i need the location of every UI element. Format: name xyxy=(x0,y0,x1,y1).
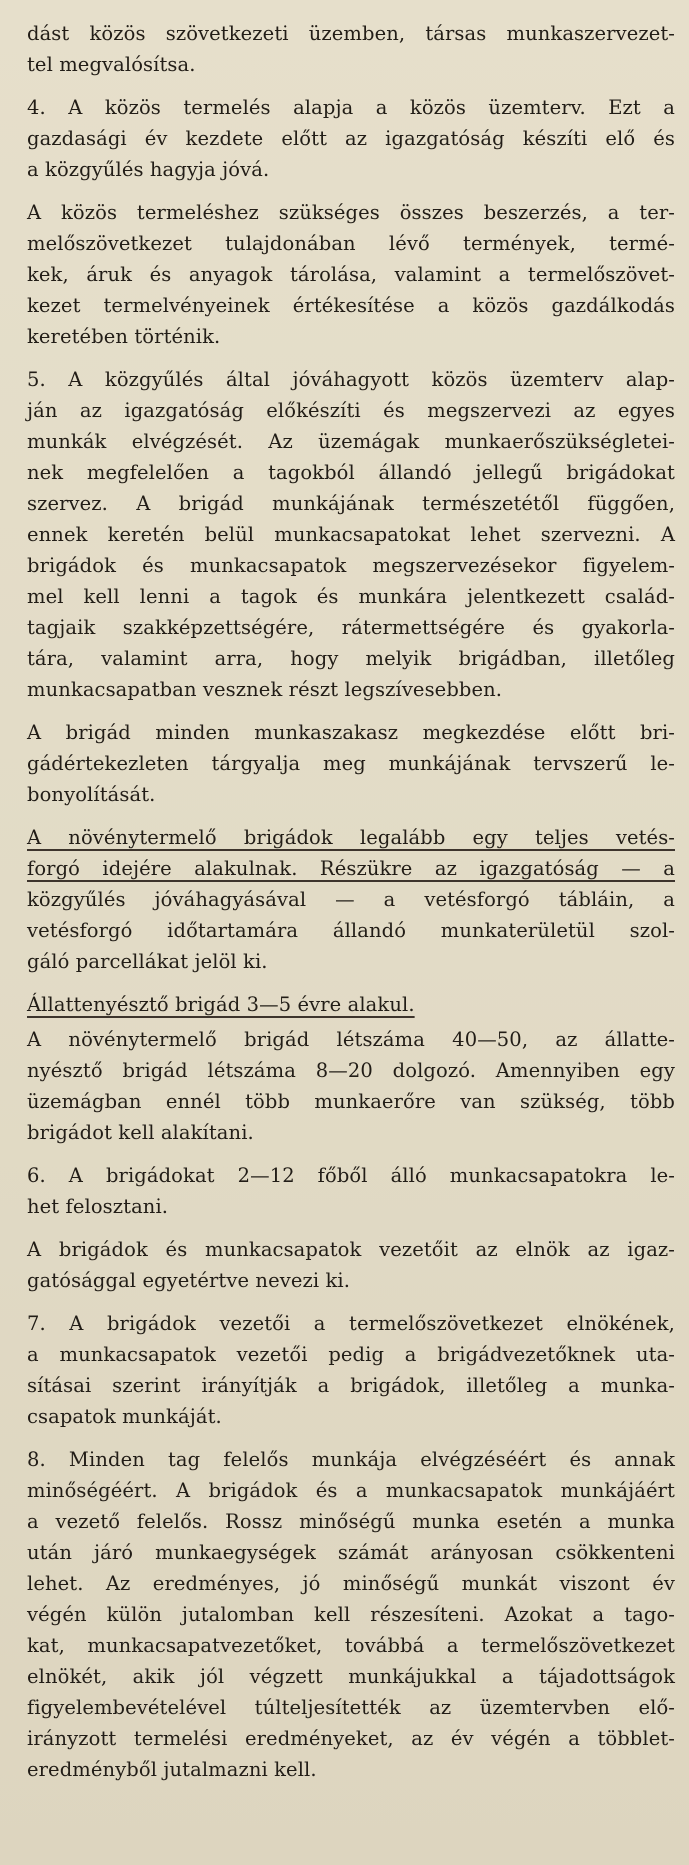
text-line: vetésforgó időtartamára állandó munkaterületül szol- xyxy=(27,919,675,942)
text-line: A növénytermelő brigád létszáma 40—50, az állatte- xyxy=(27,1028,675,1051)
text-line: ennek keretén belül munkacsapatokat lehet szervezni. A xyxy=(27,523,675,546)
text-line: 5. A közgyűlés által jóváhagyott közös üzemterv alap- xyxy=(27,368,675,391)
text-line: végén külön jutalomban kell részesíteni. Azokat a tago- xyxy=(27,1603,675,1626)
paragraph-section-8 xyxy=(27,1444,675,1785)
text-line: het felosztani. xyxy=(27,1195,169,1218)
text-line: sításai szerint irányítják a brigádok, illetőleg a munka- xyxy=(27,1374,675,1397)
text-line: közgyűlés jóváhagyásával — a vetésforgó tábláin, a xyxy=(27,888,675,911)
text-line: után járó munkaegységek számát arányosan csökkenteni xyxy=(27,1541,675,1564)
paragraph-livestock-brigade xyxy=(27,989,675,1020)
paragraph-section-7 xyxy=(27,1308,675,1432)
paragraph-leaders-appointed xyxy=(27,1234,675,1296)
text-line: lehet. Az eredményes, jó minőségű munkát viszont év xyxy=(27,1572,675,1595)
text-line: nek megfelelően a tagokból állandó jellegű brigádokat xyxy=(27,461,675,484)
text-line: gatósággal egyetértve nevezi ki. xyxy=(27,1269,351,1292)
text-line: a munkacsapatok vezetői pedig a brigádvezetőknek uta- xyxy=(27,1343,675,1366)
text-line: nyésztő brigád létszáma 8—20 dolgozó. Amennyiben egy xyxy=(27,1059,675,1082)
paragraph-procurement xyxy=(27,197,675,352)
text-line: ján az igazgatóság előkészíti és megszervezi az egyes xyxy=(27,399,675,422)
text-line: gazdasági év kezdete előtt az igazgatóság készíti elő és xyxy=(27,127,675,150)
text-line: tagjaik szakképzettségére, rátermettségére és gyakorla- xyxy=(27,616,675,639)
text-line: kat, munkacsapatvezetőket, továbbá a termelőszövetkezet xyxy=(27,1634,675,1657)
text-line: dást közös szövetkezeti üzemben, társas munkaszervezet- xyxy=(27,22,675,45)
text-line: kezet termelvényeinek értékesítése a közös gazdálkodás xyxy=(27,294,675,317)
text-line: 7. A brigádok vezetői a termelőszövetkezet elnökének, xyxy=(27,1312,675,1335)
text-line: kek, áruk és anyagok tárolása, valamint a termelőszövet- xyxy=(27,263,675,286)
text-line: tel megvalósítsa. xyxy=(27,53,196,76)
underlined-text-line: A növénytermelő brigádok legalább egy teljes vetés- xyxy=(27,826,675,849)
text-line: gádértekezleten tárgyalja meg munkájának tervszerű le- xyxy=(27,752,675,775)
paragraph-continuation xyxy=(27,18,675,80)
text-line: csapatok munkáját. xyxy=(27,1405,222,1428)
text-line: figyelembevételével túlteljesítették az üzemtervben elő- xyxy=(27,1696,675,1719)
text-line: bonyolítását. xyxy=(27,783,156,806)
text-line: tára, valamint arra, hogy melyik brigádban, illetőleg xyxy=(27,647,675,670)
paragraph-section-5 xyxy=(27,364,675,705)
paragraph-brigade-size xyxy=(27,1024,675,1148)
paragraph-section-4 xyxy=(27,92,675,185)
paragraph-section-6 xyxy=(27,1160,675,1222)
text-line: melőszövetkezet tulajdonában lévő termények, termé- xyxy=(27,232,675,255)
underlined-text-line: forgó idejére alakulnak. Részükre az igazgatóság — a xyxy=(27,857,675,880)
text-line: szervez. A brigád munkájának természetétől függően, xyxy=(27,492,675,515)
text-line: 4. A közös termelés alapja a közös üzemterv. Ezt a xyxy=(27,96,675,119)
text-line: brigádot kell alakítani. xyxy=(27,1121,254,1144)
text-line: eredményből jutalmazni kell. xyxy=(27,1758,317,1781)
text-line: A közös termeléshez szükséges összes beszerzés, a ter- xyxy=(27,201,675,224)
text-line: 8. Minden tag felelős munkája elvégzéséért és annak xyxy=(27,1448,675,1471)
text-line: 6. A brigádokat 2—12 főből álló munkacsapatokra le- xyxy=(27,1164,675,1187)
text-line: A brigád minden munkaszakasz megkezdése előtt bri- xyxy=(27,721,675,744)
text-line: üzemágban ennél több munkaerőre van szükség, több xyxy=(27,1090,675,1113)
text-line: irányzott termelési eredményeket, az év végén a többlet- xyxy=(27,1727,675,1750)
text-line: keretében történik. xyxy=(27,325,221,348)
text-line: A brigádok és munkacsapatok vezetőit az elnök az igaz- xyxy=(27,1238,675,1261)
underlined-text-line: Állattenyésztő brigád 3—5 évre alakul. xyxy=(27,993,415,1016)
text-line: minőségéért. A brigádok és a munkacsapatok munkájáért xyxy=(27,1479,675,1502)
text-line: a vezető felelős. Rossz minőségű munka esetén a munka xyxy=(27,1510,675,1533)
text-line: brigádok és munkacsapatok megszervezésekor figyelem- xyxy=(27,554,675,577)
text-line: mel kell lenni a tagok és munkára jelentkezett család- xyxy=(27,585,675,608)
text-line: a közgyűlés hagyja jóvá. xyxy=(27,158,270,181)
paragraph-brigade-meeting xyxy=(27,717,675,810)
text-line: elnökét, akik jól végzett munkájukkal a tájadottságok xyxy=(27,1665,675,1688)
text-line: munkacsapatban vesznek részt legszívesebben. xyxy=(27,678,503,701)
text-line: munkák elvégzését. Az üzemágak munkaerőszükségletei- xyxy=(27,430,675,453)
text-line: gáló parcellákat jelöl ki. xyxy=(27,950,268,973)
paragraph-crop-brigades xyxy=(27,822,675,977)
